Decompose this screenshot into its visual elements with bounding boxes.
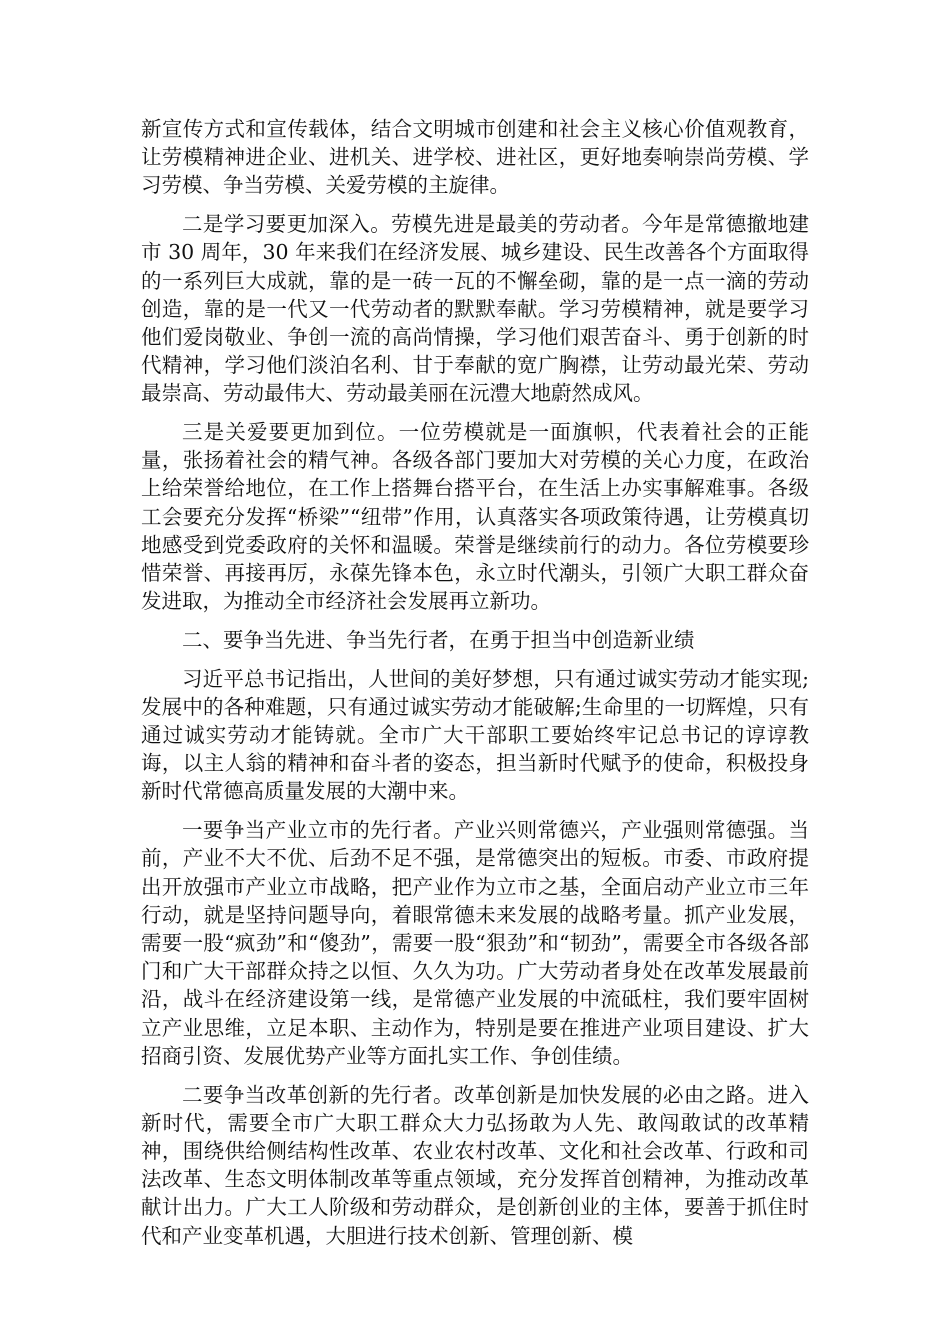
paragraph-learning-deeper: 二是学习要更加深入。劳模先进是最美的劳动者。今年是常德撤地建市 30 周年，30 年来我们在经济发展、城乡建设、民生改善各个方面取得的一系列巨大成就，靠的是一砖一瓦的不懈垒砌，靠的是一点一滴的劳动创造，靠的是一代又一代劳动者的默默奉献。学习劳模精神，就是要学习他们爱岗敬业、争创一流的高尚情操，学习他们艰苦奋斗、勇于创新的时代精神，学习他们淡泊名利、甘于奉献的宽广胸襟，让劳动最光荣、劳动最崇高、劳动最伟大、劳动最美丽在沅澧大地蔚然成风。 bbox=[141, 212, 809, 406]
paragraph-industry-pioneer: 一要争当产业立市的先行者。产业兴则常德兴，产业强则常德强。当前，产业不大不优、后劲不足不强，是常德突出的短板。市委、市政府提出开放强市产业立市战略，把产业作为立市之基，全面启动产业立市三年行动，就是坚持问题导向，着眼常德未来发展的战略考量。抓产业发展，需要一股“疯劲”和“傻劲”，需要一股“狠劲”和“韧劲”，需要全市各级各部门和广大干部群众持之以恒、久久为功。广大劳动者身处在改革发展最前沿，战斗在经济建设第一线，是常德产业发展的中流砥柱，我们要牢固树立产业思维，立足本职、主动作为，特别是要在推进产业项目建设、扩大招商引资、发展优势产业等方面扎实工作、争创佳绩。 bbox=[141, 818, 809, 1068]
paragraph-care-in-place: 三是关爱要更加到位。一位劳模就是一面旗帜，代表着社会的正能量，张扬着社会的精气神。各级各部门要加大对劳模的关心力度，在政治上给荣誉给地位，在工作上搭舞台搭平台，在生活上办实事解难事。各级工会要充分发挥“桥梁”“纽带”作用，认真落实各项政策待遇，让劳模真切地感受到党委政府的关怀和温暖。荣誉是继续前行的动力。各位劳模要珍惜荣誉、再接再厉，永葆先锋本色，永立时代潮头，引领广大职工群众奋发进取，为推动全市经济社会发展再立新功。 bbox=[141, 420, 809, 614]
section-heading-two: 二、要争当先进、争当先行者，在勇于担当中创造新业绩 bbox=[182, 627, 695, 652]
paragraph-reform-pioneer: 二要争当改革创新的先行者。改革创新是加快发展的必由之路。进入新时代，需要全市广大职工群众大力弘扬敢为人先、敢闯敢试的改革精神，围绕供给侧结构性改革、农业农村改革、文化和社会改革、行政和司法改革、生态文明体制改革等重点领域，充分发挥首创精神，为推动改革献计出力。广大工人阶级和劳动群众，是创新创业的主体，要善于抓住时代和产业变革机遇，大胆进行技术创新、管理创新、模 bbox=[141, 1082, 809, 1248]
document-body bbox=[141, 115, 809, 1260]
paragraph-continuation: 新宣传方式和宣传载体，结合文明城市创建和社会主义核心价值观教育，让劳模精神进企业、进机关、进学校、进社区，更好地奏响崇尚劳模、学习劳模、争当劳模、关爱劳模的主旋律。 bbox=[141, 117, 809, 198]
paragraph-xi-quote: 习近平总书记指出，人世间的美好梦想，只有通过诚实劳动才能实现;发展中的各种难题，只有通过诚实劳动才能破解;生命里的一切辉煌，只有通过诚实劳动才能铸就。全市广大干部职工要始终牢记总书记的谆谆教诲，以主人翁的精神和奋斗者的姿态，担当新时代赋予的使命，积极投身新时代常德高质量发展的大潮中来。 bbox=[141, 666, 809, 804]
